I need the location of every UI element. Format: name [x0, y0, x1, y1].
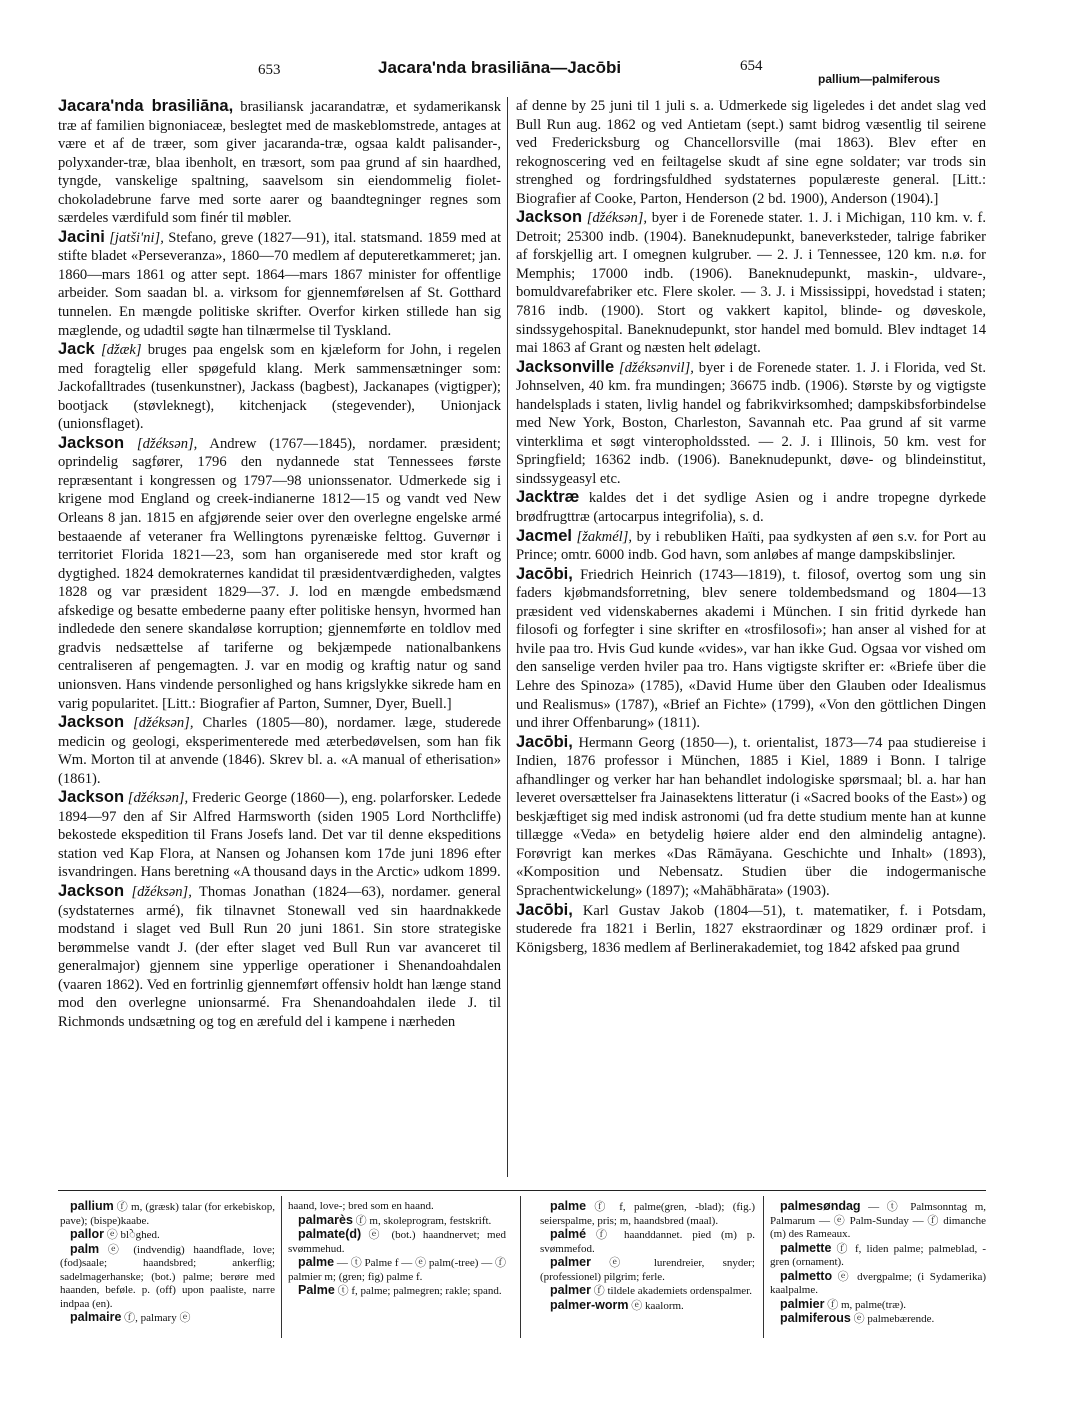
encyclopedia-entry: [516, 901, 986, 958]
dictionary-definition: ⓕ, palmary ⓔ: [121, 1312, 191, 1324]
entry-pronunciation: [džéksən],: [124, 435, 198, 452]
dictionary-entry: [540, 1284, 755, 1299]
entry-headword: Jacmel: [516, 526, 572, 545]
encyclopedia-entry: [58, 340, 501, 434]
dictionary-headword: palmier: [780, 1296, 825, 1311]
dictionary-headword: palmetto: [780, 1268, 833, 1283]
dictionary-definition: haand, love-; bred som en haand.: [288, 1200, 434, 1212]
dictionary-definition: ⓕ m, skoleprogram, festskrift.: [352, 1214, 492, 1227]
continued-text: af denne by 25 juni til 1 juli s. a. Udmerkede sig ligeledes i det andet slag ved Bull Run aug. 1862 og ved Antietam (sept.) samt bidrog væsentlig til seirene ved Fredericksburg og Chancellorsville (mai 1863). Blev efter en rekognoscering ved en feiltagelse skudt af sine egne soldater; var trods sin strenghed og fordringsfuldhed sydstaternes populæreste general. [Litt.: Biografier af Cooke, Parton, Henderson (2 bd. 1900), Anderson (1904).]: [516, 98, 986, 207]
dictionary-definition: ⓔ (bot.) haandnervet; med svømmehud.: [288, 1229, 506, 1255]
dictionary-column-4: [770, 1200, 986, 1327]
dictionary-entry: [770, 1298, 986, 1313]
dictionary-headword: palme: [550, 1199, 587, 1213]
dictionary-definition: ⓔ palmebærende.: [850, 1313, 935, 1325]
dictionary-headword: palmer-worm: [550, 1297, 629, 1312]
entry-headword: Jacara'nda brasiliāna,: [58, 97, 234, 115]
dictionary-headword: palmate(d): [298, 1227, 362, 1241]
dictionary-definition: ⓕ f, liden palme; palmeblad, -gren (ornament).: [770, 1242, 986, 1268]
left-page-number: 653: [258, 62, 281, 78]
entry-body: Frederic George (1860—), eng. polarforsker. Ledede 1894—97 den af Sir Alfred Harmsworth (siden 1905 Lord Northcliffe) bekostede ekspedition til Frans Josefs land. Det var til denne ekspeditions station ved Kap Flora, at Nansen og Johansen kom 17de juni 1896 efter isvandringen. Hans beretning «A thousand days in the Arctic» udkom 1899.: [58, 790, 501, 881]
dictionary-definition: ⓕ m, palme(træ).: [824, 1298, 907, 1311]
encyclopedia-entry: [58, 97, 501, 228]
dictionary-entry: [540, 1256, 755, 1284]
encyclopedia-entry: [516, 565, 986, 733]
entry-body: Stefano, greve (1827—91), ital. statsmand. 1859 med at stifte bladet «Perseveranza», 1860—70 medlem af deputeretkammeret; jan. 1860—mars 1861 og atter sept. 1864—mars 1867 minister for offentlige arbeider. Som saadan bl. a. virksom for gjennemførelsen af St. Gotthard tunnelen. En mængde politiske skrifter. Overfor kirken stillede han sig mæglende, og udadtil søgte han tilnærmelse til Tyskland.: [58, 229, 501, 339]
dictionary-entry: [540, 1299, 755, 1314]
encyclopedia-entry: [516, 488, 986, 526]
entry-pronunciation: [džéksən],: [124, 883, 192, 900]
dictionary-entry: [288, 1284, 506, 1299]
dictionary-definition: ⓣ f, palme; palmegren; rakle; spand.: [334, 1285, 502, 1297]
dictionary-definition: ⓔ lurendreier, snyder; (professionel) pilgrim; ferle.: [540, 1257, 755, 1283]
running-head: pallium—palmiferous: [818, 72, 941, 86]
entry-body: byer i de Forenede stater. 1. J. i Florida, ved St. Johnselven, 40 km. fra mundingen; 36675 indb. (1906). Største by og vigtigste handelsplads i staten, livlig handel og fabrikvirksomhed; dampskibsforbindelse med New York, Boston, Charleston, Savannah etc. Paa grund af sit varme vinterklima et søgt vinteropholdssted. — 2. J. i Illinois, 50 km. vest for Springfield; 16362 indb. (1906). Baneknudepunkt, døve- og blindeinstitut, sindssygeasyl etc.: [516, 359, 986, 487]
dictionary-headword: palmette: [780, 1240, 832, 1255]
dictionary-entry: [60, 1200, 275, 1228]
dictionary-headword: pallor: [70, 1227, 105, 1241]
page-title: Jacara'nda brasiliāna—Jacōbi: [378, 58, 622, 77]
encyclopedia-entry: [58, 713, 501, 788]
entry-pronunciation: [džæk]: [94, 342, 142, 359]
entry-headword: Jacktræ: [516, 488, 580, 507]
entry-body: bruges paa engelsk som en kjæleform for John, i regelen med foragtelig eller spøgefuld klang. Merk sammensætninger som: Jackofalltrades (tusenkunstner), Jackass (bagbest), Jackanapes (vigtigper); bootjack (støvleknegt), kitchenjack (stegevender), Unionjack (unionsflaget).: [58, 342, 501, 433]
encyclopedia-entry: [58, 434, 501, 713]
entry-headword: Jackson: [516, 208, 583, 227]
dictionary-column-3: [540, 1200, 755, 1313]
entry-headword: Jacōbi,: [516, 900, 573, 919]
entry-headword: Jackson: [58, 788, 125, 807]
dictionary-entry: [770, 1200, 986, 1242]
dictionary-headword: Palme: [298, 1283, 335, 1297]
entry-headword: Jackson: [58, 881, 125, 900]
entry-body: by i rebubliken Haïti, paa sydkysten af øen s.v. for Port au Prince; omtr. 6000 indb. God havn, som anløbes af mange dampskibslinjer.: [516, 528, 986, 564]
section-divider: [58, 1190, 986, 1191]
encyclopedia-entry: [516, 358, 986, 489]
column-divider: [763, 1196, 764, 1338]
dictionary-entry: [288, 1214, 506, 1229]
dictionary-definition: ⓕ m, (græsk) talar (for erkebiskop, pave); (bispe)kaabe.: [60, 1201, 275, 1227]
dictionary-column-1: [60, 1200, 275, 1326]
entry-body: Charles (1805—80), nordamer. læge, studerede medicin og geologi, eksperimenterede med æterbedøvelsen, som han fik Wm. Morton til at anvende (1846). Skrev bl. a. «A manual of etherisation» (1861).: [58, 715, 501, 787]
dictionary-headword: pallium: [70, 1199, 114, 1213]
entry-body: Karl Gustav Jakob (1804—51), t. matematiker, f. i Potsdam, studerede fra 1821 i Berlin, 1827 ekstraordinær og 1829 ordinær prof. i Königsberg, 1836 medlem af Berlinerakademiet, tog 1842 afsked paa grund: [516, 902, 986, 956]
dictionary-entry: [770, 1270, 986, 1298]
encyclopedia-entry: [516, 208, 986, 357]
dictionary-entry: [540, 1200, 755, 1228]
dictionary-entry: [288, 1200, 506, 1214]
encyclopedia-entry: [58, 228, 501, 340]
entry-pronunciation: [džéksənvil],: [614, 359, 694, 376]
dictionary-definition: ⓕ f, palme(gren, -blad); (fig.) seierspalme, pris; m, haandsbred (maal).: [540, 1201, 755, 1227]
dictionary-definition: — ⓣ Palmsonntag m, Palmarum — ⓔ Palm-Sunday — ⓕ dimanche (m) des Rameaux.: [770, 1201, 986, 1240]
entry-headword: Jack: [58, 340, 95, 359]
entry-headword: Jacini: [58, 227, 105, 246]
entry-pronunciation: [žakmél],: [571, 528, 633, 545]
dictionary-headword: palmer: [550, 1283, 591, 1297]
column-divider: [281, 1196, 282, 1338]
dictionary-definition: ⓕ tildele akademiets ordenspalmer.: [591, 1285, 752, 1297]
entry-pronunciation: [džéksən],: [124, 790, 189, 807]
dictionary-headword: palmer: [550, 1255, 591, 1269]
dictionary-headword: palmaire: [70, 1310, 122, 1324]
dictionary-entry: [60, 1243, 275, 1312]
dictionary-entry: [540, 1228, 755, 1256]
entry-body: Thomas Jonathan (1824—63), nordamer. general (sydstaternes armé), fik tilnavnet Stonewall ved sin haardnakkede modstand i slaget ved Bull Run 20 juni 1861. Sin store strategiske berømmelse vandt J. (der efter slaget ved Bull Run var avanceret til generalmajor) gjennem sine ypperlige operationer i Shenandoahdalen (vaaren 1862). Ved en fortrinlig gjennemført offensiv holdt han længe stand mod den overlegne unionsarmé. Fra Shenandoahdalen ilede J. til Richmonds undsætning og tog en ærefuld del i kampene i nærheden: [58, 883, 501, 1030]
dictionary-column-2: [288, 1200, 506, 1299]
dictionary-headword: palme: [298, 1255, 335, 1269]
entry-pronunciation: [džéksən],: [124, 715, 194, 732]
encyclopedia-entry: [516, 733, 986, 901]
dictionary-definition: ⓔ (indvendig) haandflade, love; (fod)saale; haandsbred; ankerflig; sadelmagerhanske; (bot.) palme; berøre med haanden, beføle. p. (off) upon paaliste, narre indpaa (en).: [60, 1243, 275, 1310]
dictionary-definition: ⓕ haanddannet. pied (m) p. svømmefod.: [540, 1229, 755, 1255]
encyclopedia-entry: [58, 788, 501, 882]
dictionary-headword: palmé: [550, 1227, 587, 1241]
dictionary-entry: [770, 1312, 986, 1327]
dictionary-headword: palmesøndag: [780, 1199, 861, 1213]
column-divider: [520, 1196, 521, 1338]
column-divider: [507, 97, 508, 1177]
dictionary-headword: palmarès: [298, 1212, 353, 1227]
entry-pronunciation: [džéksən],: [582, 210, 648, 227]
encyclopedia-entry: [516, 527, 986, 565]
dictionary-entry: [288, 1256, 506, 1284]
entry-headword: Jacōbi,: [516, 564, 573, 583]
entry-headword: Jacksonville: [516, 357, 615, 376]
dictionary-entry: [60, 1311, 275, 1326]
dictionary-definition: ⓔ dvergpalme; (i Sydamerika) kaalpalme.: [770, 1270, 986, 1296]
entry-headword: Jackson: [58, 713, 125, 732]
entry-body: Hermann Georg (1850—), t. orientalist, 1873—74 paa studiereise i Indien, 1876 professor i München, 1885 i Kiel, 1889 i Bonn. I talrige afhandlinger og verker har han behandlet indologiske spørsmaal; bl. a. har han leveret oversættelser fra Jainasektens litteratur (i «Sacred books of the East») og beskjæftiget sig med indisk astronomi (ud fra dette studium mente han at kunne tillægge «Veda» en betydelig høiere alder end den almindelig antagne). Forøvrigt kan merkes «Das Rāmāyana. Geschichte und Inhalt» (1893), «Komposition und Nebensatz. Studien über die indogermanische Sprachentwickelung» (1897); «Mahābhārata» (1903).: [516, 734, 986, 899]
right-page-number: 654: [740, 58, 763, 74]
dictionary-headword: palm: [70, 1241, 100, 1256]
entry-body: Andrew (1767—1845), nordamer. præsident; oprindelig sagfører, 1796 den nydannede stat Tennessees første repræsentant i kongressen og 1797—98 unionssenator. Udmerkede sig i krigene mod England og creek-indianerne 1812—15 og vandt ved New Orleans 8 jan. 1815 en afgjørende seier over den overlegne engelske armé bestaaende af veteraner fra Wellingtons pyrenæiske felttog. Guvernør i territoriet Florida 1821—23, som han organiserede med stor kraft og dygtighed. 1824 demokraternes kandidat til præsidentværdigheden, valgtes 1828 og var præsident 1829—37. J. lod en mængde embedsmænd afskedige og besatte embederne paany efter politiske hensyn, hvormed han indledede den senere skandaløse korruption; gjennemførte en toldlov med gradvis nedsættelse af tariferne og bekjæmpede nationalbankens centraliseren af pengemagten. J. var en modig og kraftig natur og sand unionsven. Hans vindende personlighed og hans krigslykke sikrede ham en varig popularitet. [Litt.: Biografier af Parton, Sumner, Dyer, Buell.]: [58, 435, 501, 712]
left-column: [58, 97, 501, 1031]
entry-headword: Jackson: [58, 433, 125, 452]
right-column: [516, 97, 986, 957]
entry-body: brasiliansk jacarandatræ, et sydamerikansk træ af familien bignoniaceæ, beslegtet med de maskeblomstrede, antages at være et af de træer, som giver jacaranda-træ, ogsaa kaldt palisander-, polyxander-træ, blaa ibenholt, en træsort, som paa grund af sin haardhed, tyngde, vanskelige spaltning, saavelsom sin eiendommelig fiolet-chokoladebrune farve med sorte aarer og baandtegninger regnes som særdeles værdifuld som finér til møbler.: [58, 99, 501, 227]
dictionary-entry: [770, 1242, 986, 1270]
entry-body: Friedrich Heinrich (1743—1819), t. filosof, overtog som ung sin faders kjøbmandsforretning, blev senere toldembedsmand og 1804—13 præsident ved videnskabernes akademi i München. I sin fritid dyrkede han filosofi og forfegter i sine skrifter en «trosfilosofi»; han anser al vished for at hvile paa tro. Hvis Gud kunde «vides», var han ikke Gud. Ogsaa vor vished om den sanselige verden hviler paa tro. Hans vigtigste skrifter er: «Briefe über die Lehre des Spinoza» (1785), «David Hume über den Glauben oder Idealismus und Realismus» (1787), «Brief an Fichte» (1799), «Von den göttlichen Dingen und ihrer Offenbarung» (1811).: [516, 566, 986, 732]
entry-pronunciation: [jatši'ni],: [104, 229, 164, 246]
entry-body: kaldes det i det sydlige Asien og i andre tropegne dyrkede brødfrugttræ (artocarpus integrifolia), s. d.: [516, 490, 986, 526]
dictionary-entry: [60, 1228, 275, 1243]
dictionary-headword: palmiferous: [780, 1311, 851, 1325]
dictionary-definition: — ⓣ Palme f — ⓔ palm(-tree) — ⓕ palmier m; (gren; fig) palme f.: [288, 1257, 506, 1283]
dictionary-definition: ⓔ kaalorm.: [628, 1299, 684, 1312]
encyclopedia-entry: [58, 882, 501, 1031]
dictionary-definition: ⓔ blेghed.: [104, 1229, 160, 1241]
dictionary-entry: [288, 1228, 506, 1256]
entry-body: byer i de Forenede stater. 1. J. i Michigan, 110 km. v. f. Detroit; 25300 indb. (1904). Baneknudepunkt, baneverksteder, talrige fabriker af forskjellig art. I omegnen kulgruber. — 2. J. i Tennessee, 120 km. n.ø. for Memphis; 17000 indb. (1906). Baneknudepunkt, maskin-, uldvare-, bomuldvarefabriker etc. Flere skoler. — 3. J. i Mississippi, hovedstad i staten; 7816 indb. (1900). Stort og vakkert kapitol, blinde- og døveskole, sindssygehospital. Baneknudepunkt, stor handel med bomuld. Blev indtaget 14 mai 1863 af Grant og næsten helt ødelagt.: [516, 210, 986, 357]
entry-headword: Jacōbi,: [516, 732, 573, 751]
